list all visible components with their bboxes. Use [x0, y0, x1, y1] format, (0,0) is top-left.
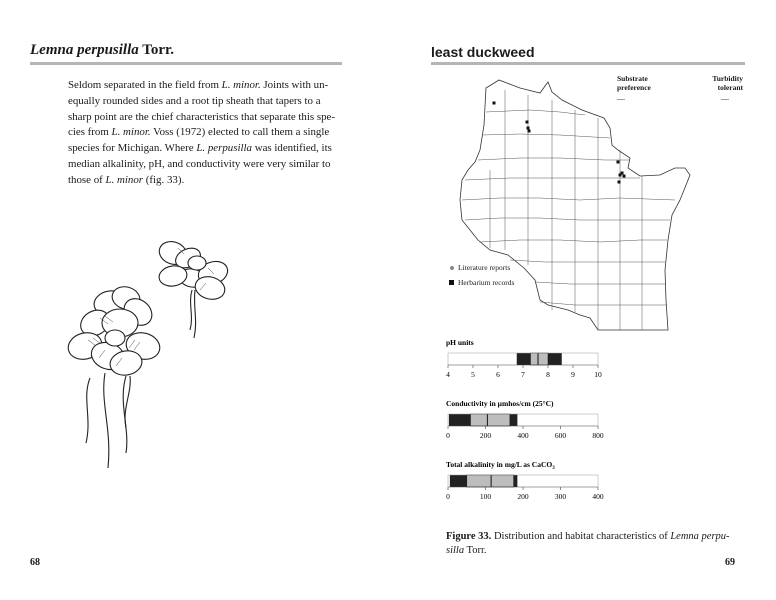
box-lower-segment [450, 475, 467, 487]
tick-label: 200 [517, 492, 529, 501]
tick-label: 800 [592, 431, 604, 440]
tick-label: 0 [446, 431, 450, 440]
tick-label: 0 [446, 492, 450, 501]
legend-herbarium: Herbarium records [458, 278, 515, 287]
italic-species-ref: L. perpusilla [196, 142, 252, 155]
italic-species-ref: L. minor [105, 173, 144, 186]
substrate-header: Substrate preference [617, 74, 651, 92]
tick-label: 400 [517, 431, 529, 440]
herbarium-record-point [493, 102, 496, 105]
turbidity-header: Turbidity tolerant [712, 74, 743, 92]
chart-title-subscript: 3 [552, 466, 555, 471]
page-number-right: 69 [725, 557, 735, 568]
tick-label: 7 [521, 370, 525, 379]
paragraph-text: Voss (1972) elected to call them a single species for Michigan. Where [68, 126, 330, 155]
species-author: Torr. [138, 42, 175, 58]
common-name-title: least duckweed [431, 44, 535, 60]
paragraph-text: Joints with un-equally rounded sides and a root tip sheath that tapers to a sharp point are the chief characteristics that separate this spe-cies from [68, 79, 336, 139]
box-upper-segment [514, 475, 518, 487]
tick-label: 600 [554, 431, 567, 440]
tick-label: 8 [546, 370, 550, 379]
box-interquartile [467, 475, 514, 487]
paragraph-text: (fig. 33). [143, 173, 185, 186]
herbarium-record-point [619, 174, 622, 177]
tick-label: 9 [571, 370, 575, 379]
county-lines [462, 90, 675, 330]
caption-label: Figure 33. [446, 531, 492, 542]
herbarium-record-point [528, 130, 531, 133]
substrate-value: — [617, 94, 625, 103]
herbarium-record-point [617, 161, 620, 164]
herbarium-legend-marker [449, 280, 454, 285]
tick-label: 6 [496, 370, 500, 379]
chart-title: Conductivity in µmhos/cm (25°C) [446, 399, 554, 408]
species-name: Lemna perpusilla [30, 42, 139, 58]
paragraph-text: Seldom separated in the field from [68, 79, 222, 91]
box-lower-segment [517, 353, 531, 365]
herbarium-record-point [526, 121, 529, 124]
box-upper-segment [510, 414, 518, 426]
tick-label: 4 [446, 370, 450, 379]
box-lower-segment [449, 414, 471, 426]
chart-title: pH units [446, 338, 474, 347]
tick-label: 400 [592, 492, 604, 501]
legend-literature: Literature reports [458, 263, 511, 272]
habitat-charts [440, 335, 620, 515]
italic-species-ref: L. minor. [221, 79, 261, 91]
tick-label: 10 [594, 370, 602, 379]
herbarium-record-point [618, 181, 621, 184]
herbarium-record-point [527, 127, 530, 130]
box-interquartile [531, 353, 549, 365]
tick-label: 5 [471, 370, 475, 379]
chart-title: Total alkalinity in mg/L as CaCO$_3$ [446, 460, 555, 471]
herbarium-points [493, 102, 626, 184]
tick-label: 200 [479, 431, 492, 440]
turbidity-value: — [721, 94, 729, 103]
paragraph-text: was identified, its median alkalinity, pH, and conductivity were very similar to those of [68, 142, 332, 186]
box-upper-segment [548, 353, 562, 365]
literature-legend-marker [450, 266, 454, 270]
box-interquartile [471, 414, 510, 426]
italic-species-ref: L. minor. [111, 126, 151, 139]
figure-caption: Figure 33. Distribution and habitat characteristics of Lemna perpu-silla Torr. [446, 531, 730, 556]
herbarium-record-point [623, 175, 626, 178]
page-number-left: 68 [30, 557, 40, 568]
tick-label: 100 [479, 492, 492, 501]
tick-label: 300 [554, 492, 567, 501]
